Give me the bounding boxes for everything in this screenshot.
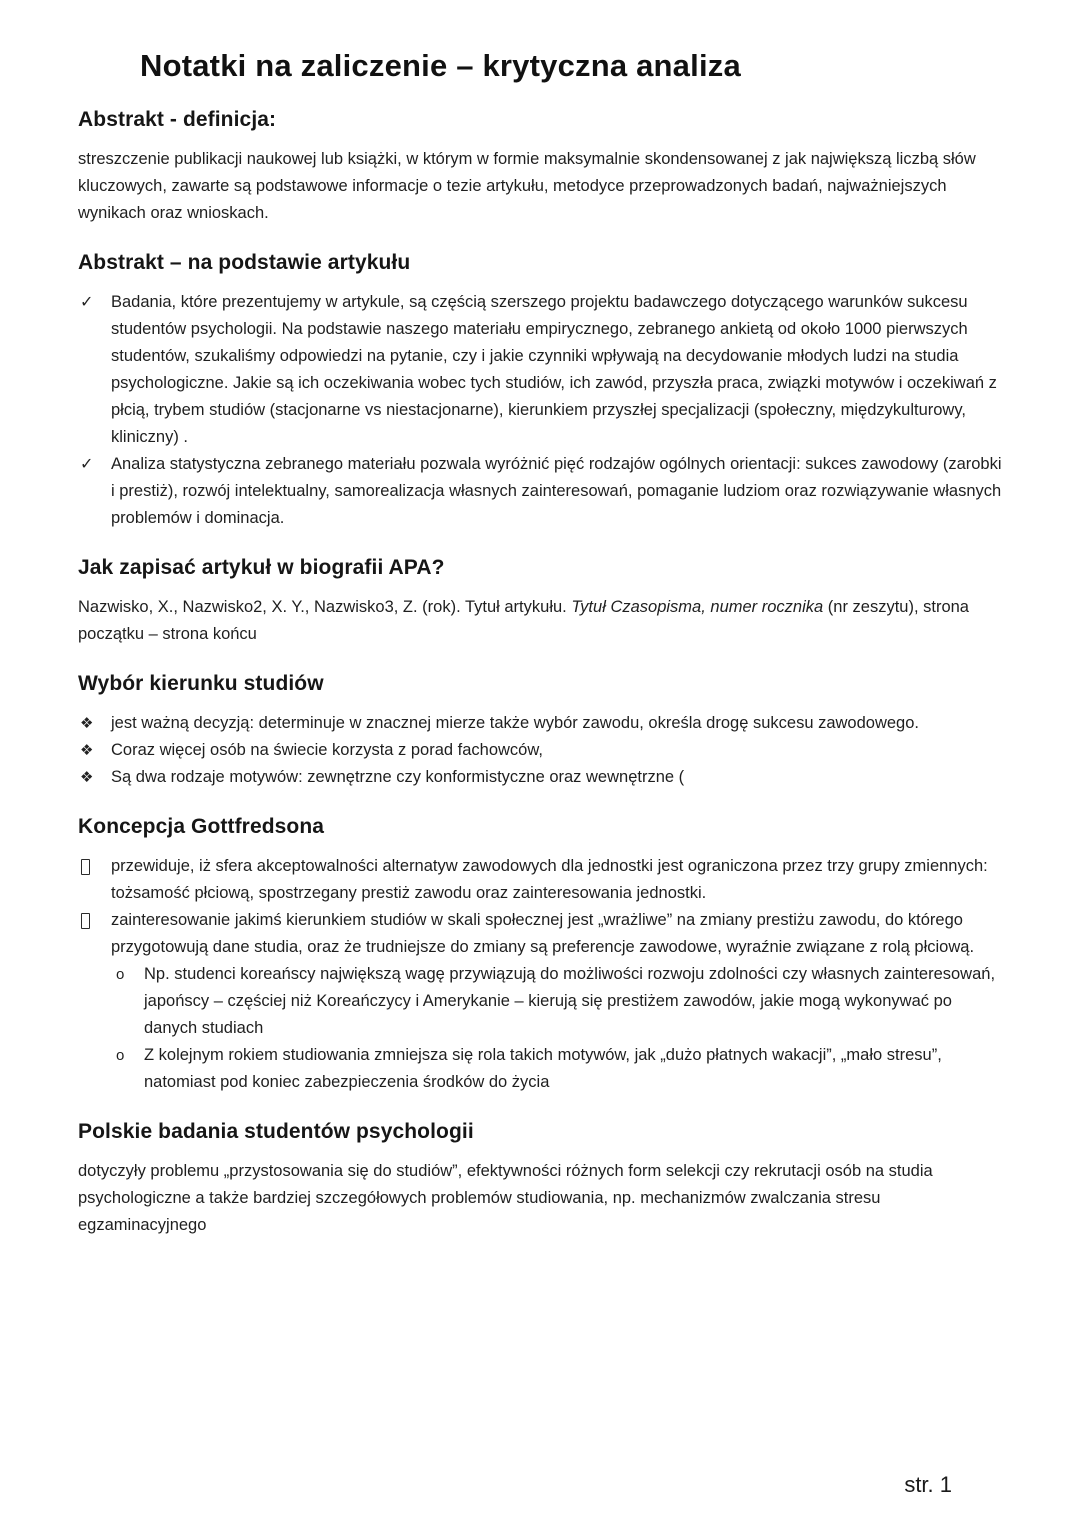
list-item-text: Są dwa rodzaje motywów: zewnętrzne czy konformistyczne oraz wewnętrzne ( bbox=[111, 768, 685, 786]
list-item bbox=[78, 764, 1002, 791]
sub-list-gottfredson bbox=[78, 961, 1002, 1096]
notdef-box-bullet-icon bbox=[81, 859, 90, 875]
notdef-box-bullet-icon bbox=[81, 913, 90, 929]
diamond-bullet-icon: ❖ bbox=[80, 742, 94, 759]
heading-polskie-badania: Polskie badania studentów psychologii bbox=[78, 1120, 474, 1143]
paragraph-abstrakt-definicja: streszczenie publikacji naukowej lub książki, w którym w formie maksymalnie skondensowanej z jak największą liczbą słów kluczowych, zawarte są podstawowe informacje o tezie artykułu, metodyce przeprowadzonych badań, najważniejszych wynikach oraz wnioskach. bbox=[78, 150, 976, 222]
sub-list-item-text: Np. studenci koreańscy największą wagę przywiązują do możliwości rozwoju zdolności czy własnych zainteresowań, japońscy – częściej niż Koreańczycy i Amerykanie – kierują się prestiżem zawodów, jakie mogą wykonywać po danych studiach bbox=[144, 965, 996, 1037]
heading-abstrakt-definicja: Abstrakt - definicja: bbox=[78, 108, 277, 131]
sub-list-item bbox=[78, 961, 1002, 1042]
heading-gottfredson: Koncepcja Gottfredsona bbox=[78, 815, 325, 838]
list-item bbox=[78, 737, 1002, 764]
list-item bbox=[78, 451, 1002, 532]
page-title: Notatki na zaliczenie – krytyczna analiza bbox=[140, 48, 741, 83]
list-item-text: zainteresowanie jakimś kierunkiem studiów w skali społecznej jest „wrażliwe” na zmiany prestiżu zawodu, do którego przygotowują dane studia, oraz że trudniejsze do zmiany są preferencje zawodowe, wyraźnie związane z rolą płciową. bbox=[111, 911, 975, 956]
paragraph-apa-reference bbox=[78, 594, 1002, 648]
paragraph-polskie-badania: dotyczyły problemu „przystosowania się do studiów”, efektywności różnych form selekcji czy rekrutacji osób na studia psychologiczne a także bardziej szczegółowych problemów studiowania, np. mechanizmów zwalczania stresu egzaminacyjnego bbox=[78, 1162, 933, 1234]
apa-ref-part1: Nazwisko, X., Nazwisko2, X. Y., Nazwisko3, Z. (rok). Tytuł artykułu. bbox=[78, 598, 572, 616]
list-item bbox=[78, 710, 1002, 737]
list-item-text: przewiduje, iż sfera akceptowalności alternatyw zawodowych dla jednostki jest ograniczona przez trzy grupy zmiennych: tożsamość płciową, spostrzegany prestiż zawodu oraz zainteresowania jednostki. bbox=[111, 857, 988, 902]
apa-ref-part3: (nr zeszytu), strona początku – strona końcu bbox=[78, 598, 969, 643]
heading-abstrakt-artykul: Abstrakt – na podstawie artykułu bbox=[78, 251, 411, 274]
diamond-bullet-icon: ❖ bbox=[80, 769, 94, 786]
box-list-gottfredson bbox=[78, 853, 1002, 961]
list-item-text: Coraz więcej osób na świecie korzysta z porad fachowców, bbox=[111, 741, 543, 759]
heading-apa: Jak zapisać artykuł w biografii APA? bbox=[78, 556, 445, 579]
list-item bbox=[78, 289, 1002, 451]
list-item-text: Badania, które prezentujemy w artykule, są częścią szerszego projektu badawczego dotyczącego warunków sukcesu studentów psychologii. Na podstawie naszego materiału empirycznego, zebranego ankietą od około 1000 pierwszych studentów, szukaliśmy odpowiedzi na pytanie, czy i jakie czynniki wpływają na decydowanie młodych ludzi na studia psychologiczne. Jakie są ich oczekiwania wobec tych studiów, ich zawód, przyszła praca, związki motywów i oczekiwań z płcią, trybem studiów (stacjonarne vs niestacjonarne), kierunkiem przyszłej specjalizacji (społeczny, międzykulturowy, kliniczny) . bbox=[111, 293, 997, 446]
checklist-abstrakt-artykul bbox=[78, 289, 1002, 532]
list-item bbox=[78, 853, 1002, 907]
circle-bullet-icon: o bbox=[116, 966, 125, 983]
checkmark-icon: ✓ bbox=[80, 294, 94, 311]
list-item-text: Analiza statystyczna zebranego materiału pozwala wyróżnić pięć rodzajów ogólnych orientacji: sukces zawodowy (zarobki i prestiż), rozwój intelektualny, samorealizacja własnych zainteresowań, pomaganie ludziom oraz rozwiązywanie własnych problemów i dominacja. bbox=[111, 455, 1002, 527]
heading-wybor-kierunku: Wybór kierunku studiów bbox=[78, 672, 324, 695]
diamond-list-wybor bbox=[78, 710, 1002, 791]
checkmark-icon: ✓ bbox=[80, 456, 94, 473]
page-number: str. 1 bbox=[904, 1472, 952, 1497]
diamond-bullet-icon: ❖ bbox=[80, 715, 94, 732]
apa-ref-italic: Tytuł Czasopisma, numer rocznika bbox=[571, 598, 824, 616]
document-content bbox=[78, 0, 1002, 1239]
list-item-text: jest ważną decyzją: determinuje w znacznej mierze także wybór zawodu, określa drogę sukcesu zawodowego. bbox=[111, 714, 919, 732]
circle-bullet-icon: o bbox=[116, 1047, 125, 1064]
list-item bbox=[78, 907, 1002, 961]
sub-list-item-text: Z kolejnym rokiem studiowania zmniejsza się rola takich motywów, jak „dużo płatnych wakacji”, „mało stresu”, natomiast pod koniec zabezpieczenia środków do życia bbox=[144, 1046, 942, 1091]
sub-list-item bbox=[78, 1042, 1002, 1096]
